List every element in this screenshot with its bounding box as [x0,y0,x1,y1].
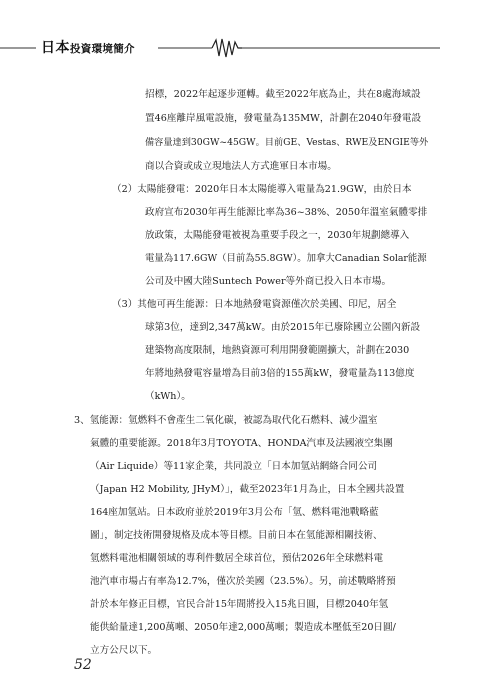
text-line: （kWh）。 [145,391,191,402]
text-line: 備容量達到30GW~45GW。目前GE、Vestas、RWE及ENGIE等外 [145,137,429,148]
text-line: （2）太陽能發電：2020年日本太陽能導入電量為21.9GW，由於日本 [112,184,412,195]
text-line: 商以合資或成立現地法人方式進軍日本市場。 [145,161,337,172]
text-line: 3、氫能源：氫燃料不會產生二氧化碳，被認為取代化石燃料、減少溫室 [74,415,378,426]
text-line: 年將地熱發電容量增為目前3倍的155萬kW，發電量為113億度 [145,368,415,379]
text-line: 能供給量達1,200萬噸、2050年達2,000萬噸；製造成本壓低至20日圓/ [90,622,396,633]
text-line: 招標，2022年起逐步運轉。截至2022年底為止，共在8處海域設 [145,89,421,100]
text-line: 政府宣布2030年再生能源比率為36~38%、2050年溫室氣體零排 [145,207,428,218]
header-title-sub: 投資環境簡介 [70,43,135,55]
text-line: 池汽車市場占有率為12.7%，僅次於美國（23.5%）。另，前述戰略將預 [90,576,396,587]
text-line: （3）其他可再生能源：日本地熱發電資源僅次於美國、印尼，居全 [112,299,397,310]
header-title [41,37,135,57]
text-line: 氣體的重要能源。2018年3月TOYOTA、HONDA汽車及法國液空集團 [90,438,393,449]
text-line: 氫燃料電池相關領域的專利件數居全球首位，預估2026年全球燃料電 [90,553,384,564]
text-line: 公司及中國大陸Suntech Power等外商已投入日本市場。 [145,276,392,287]
text-line: 放政策，太陽能發電被視為重要手段之一，2030年規劃總導入 [145,230,410,241]
text-line: 立方公尺以下。 [90,645,158,656]
text-line: （Japan H2 Mobility, JHyM）」，截至2023年1月為止，日本全國共設置 [90,484,405,495]
page-number: 52 [74,657,92,673]
text-line: 計於本年修正目標，官民合計15年間將投入15兆日圓，目標2040年氫 [90,599,389,610]
text-line: 建築物高度限制，地熱資源可利用開發範圍擴大，計劃在2030 [145,345,410,356]
text-line: 電量為117.6GW（目前為55.8GW）。加拿大Canadian Solar能源 [145,253,427,264]
text-line: 圖」，制定技術開發規格及成本等目標。目前日本在氫能源相關技術、 [90,530,383,541]
text-line: （Air Liquide）等11家企業，共同設立「日本加氫站網絡合同公司 [90,461,378,472]
text-line: 164座加氫站。日本政府並於2019年3月公布「氫、燃料電池戰略藍 [90,507,379,518]
waveform-icon [212,39,242,57]
text-line: 球第3位，達到2,347萬kW。由於2015年已廢除國立公園內新設 [145,322,421,333]
text-line: 置46座離岸風電設施，發電量為135MW，計劃在2040年發電設 [145,113,422,124]
header-title-main: 日本 [41,40,70,56]
page-header [0,36,480,60]
